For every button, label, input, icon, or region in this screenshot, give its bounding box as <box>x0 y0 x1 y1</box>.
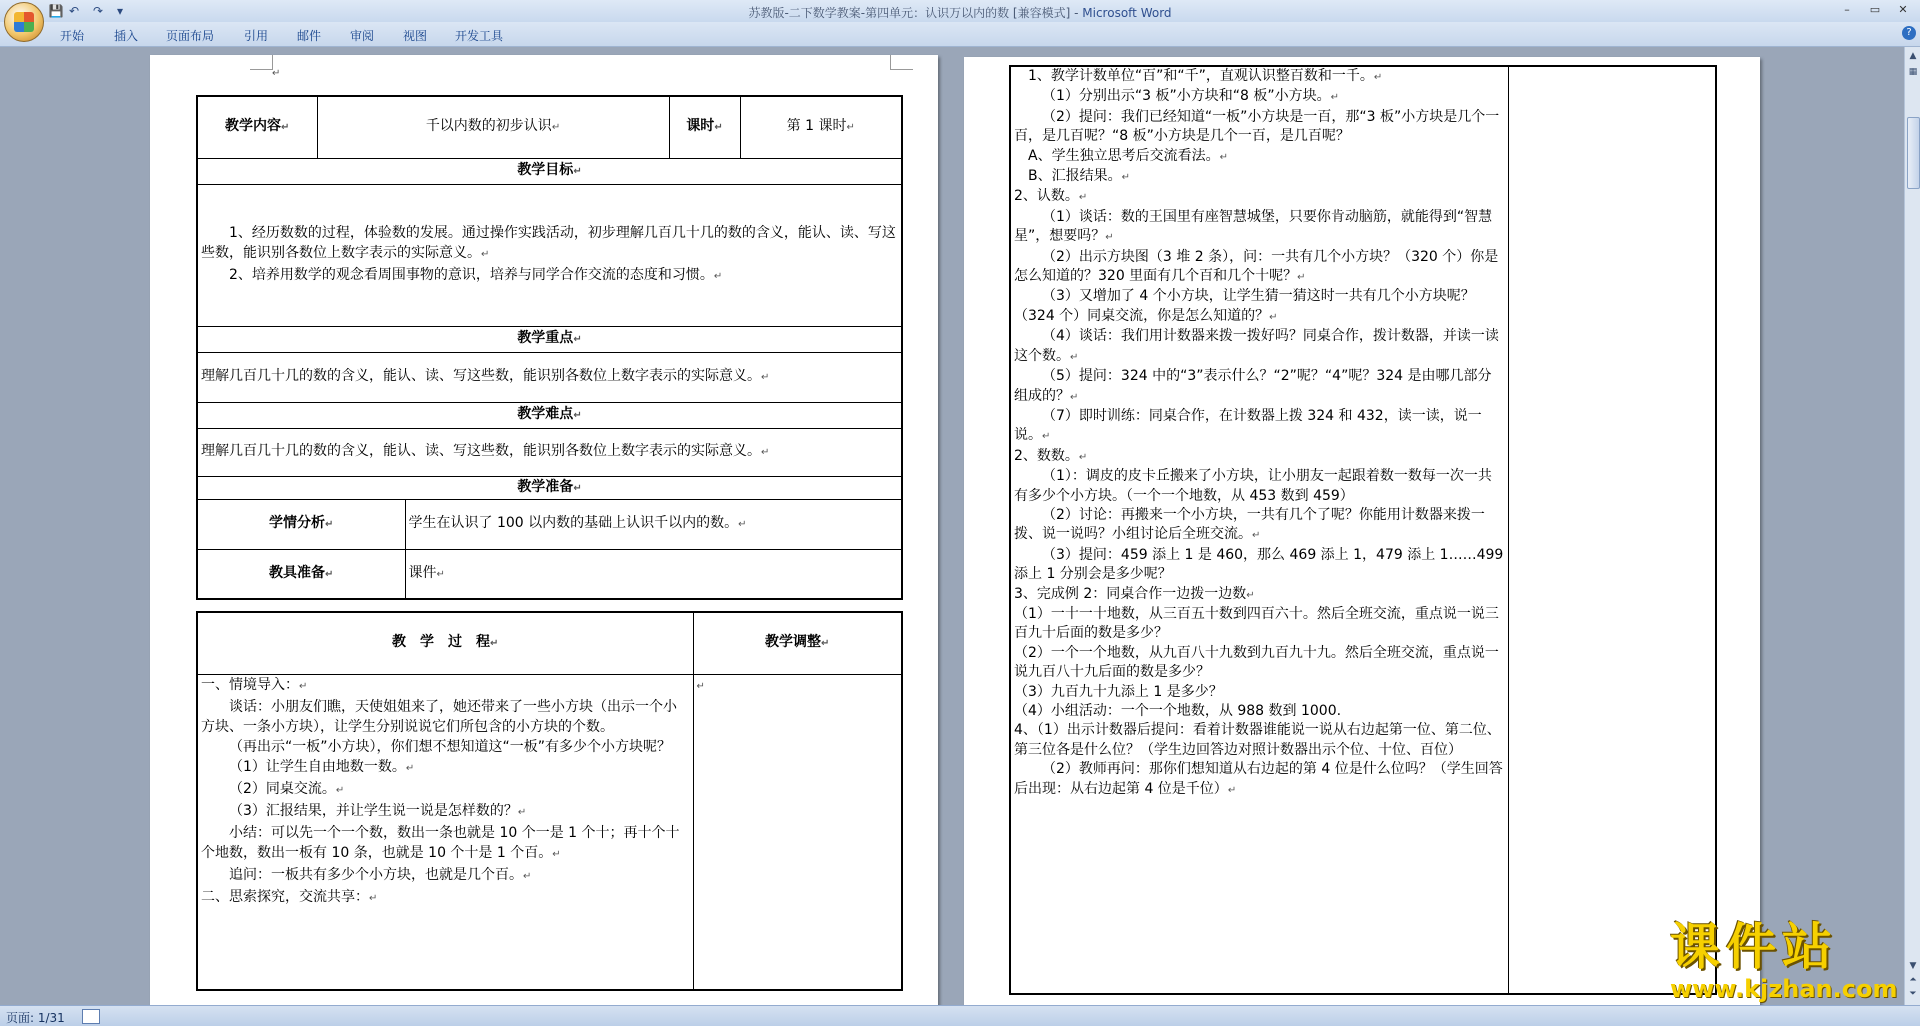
difficulty-text[interactable]: 理解几百几十几的数的含义，能认、读、写这些数，能识别各数位上数字表示的实际意义。↵ <box>197 428 902 476</box>
process-line: （2）讨论：再搬来一个小方块，一共有几个了呢？你能用计数器来拨一拨、说一说吗？小组讨论后全班交流。↵ <box>1014 506 1485 543</box>
process-cell[interactable] <box>197 674 693 990</box>
office-logo-icon <box>14 12 34 32</box>
process-line: （2）出示方块图（3 堆 2 条），问：一共有几个小方块？（320 个）你是怎么知道的？320 里面有几个百和几个十呢？↵ <box>1014 248 1499 285</box>
process-line: （4）谈话：我们用计数器来拨一拨好吗？同桌合作，拨计数器，并读一读这个数。↵ <box>1014 328 1499 364</box>
scrollbar-thumb[interactable] <box>1907 117 1920 189</box>
process-line: （1）谈话：数的王国里有座智慧城堡，只要你肯动脑筋，就能得到“智慧星”，想要吗？↵ <box>1014 208 1493 245</box>
process-line: （1）：调皮的皮卡丘搬来了小方块，让小朋友一起跟着数一数每一次一共有多少个小方块。（一个一个地数，从 453 数到 459） <box>1014 468 1492 504</box>
goals-title: 教学目标↵ <box>197 158 902 184</box>
help-icon[interactable]: ? <box>1902 26 1916 40</box>
minimize-button[interactable]: – <box>1844 3 1850 16</box>
prep-title: 教学准备↵ <box>197 476 902 499</box>
process-line: 4、（1）出示计数器后提问：看着计数器谁能说一说从右边起第一位、第二位、第三位各是什么位？（学生边回答边对照计数器出示个位、十位、百位） <box>1014 722 1501 758</box>
process-line: （3）又增加了 4 个小方块，让学生猜一猜这时一共有几个小方块呢？（324 个）同桌交流，你是怎么知道的？↵ <box>1014 288 1475 324</box>
redo-icon[interactable]: ↷ <box>92 4 104 18</box>
margin-corner-mark <box>890 55 913 70</box>
process-line: 2、数数。↵ <box>1014 447 1088 464</box>
window-title: 苏教版-二下数学教案-第四单元：认识万以内的数 [兼容模式] - Microsoft Word <box>748 6 1172 20</box>
scroll-down-icon[interactable]: ▼ <box>1909 961 1917 971</box>
tab-view[interactable]: 视图 <box>403 29 428 43</box>
status-bar <box>0 1005 1920 1026</box>
process-line: （2）提问：我们已经知道“一板”小方块是一百，那“3 板”小方块是几个一百，是几百呢？“8 板”小方块是几个一百，是几百呢？ <box>1014 108 1500 145</box>
close-button[interactable]: ✕ <box>1898 3 1908 16</box>
goal-1: 1、经历数数的过程，体验数的发展。通过操作实践活动，初步理解几百几十几的数的含义，能认、读、写这些数，能识别各数位上数字表示的实际意义。↵ <box>201 225 896 261</box>
process-line: （2）同桌交流。↵ <box>229 780 345 797</box>
process-line: （1）让学生自由地数一数。↵ <box>229 758 415 775</box>
key-points-title: 教学重点↵ <box>197 326 902 352</box>
key-points-text[interactable]: 理解几百几十几的数的含义，能认、读、写这些数，能识别各数位上数字表示的实际意义。↵ <box>197 352 902 402</box>
content-label: 教学内容↵ <box>197 96 317 158</box>
save-icon[interactable]: 💾 <box>48 4 64 18</box>
goal-2: 2、培养用数学的观念看周围事物的意识，培养与同学合作交流的态度和习惯。↵ <box>229 267 723 283</box>
goals-cell[interactable] <box>197 184 902 326</box>
process-line: 2、认数。↵ <box>1014 188 1088 205</box>
page-1[interactable] <box>150 55 938 1005</box>
page-2[interactable] <box>964 57 1760 1005</box>
process-line: （2）一个一个地数，从九百八十九数到九百九十九。然后全班交流，重点说一说九百八十九后面的数是多少？ <box>1014 644 1499 681</box>
paragraph-mark: ↵ <box>272 68 281 79</box>
process-continued-cell[interactable] <box>1010 66 1508 994</box>
title-bar <box>0 0 1920 23</box>
ruler-toggle-icon[interactable]: ▦ <box>1908 67 1918 77</box>
undo-icon[interactable]: ↶ <box>68 4 80 18</box>
tab-developer[interactable]: 开发工具 <box>455 29 504 43</box>
process-line: 谈话：小朋友们瞧，天使姐姐来了，她还带来了一些小方块（出示一个小方块、一条小方块），让学生分别说说它们所包含的小方块的个数。 <box>201 698 677 735</box>
site-watermark <box>1670 918 1910 1004</box>
process-line: （3）九百九十九添上 1 是多少？ <box>1014 683 1223 700</box>
process-line: （再出示“一板”小方块），你们想不想知道这“一板”有多少个小方块呢？ <box>229 738 672 755</box>
content-value[interactable]: 千以内数的初步认识↵ <box>317 96 669 158</box>
process-table <box>196 611 903 991</box>
adjust-title: 教学调整↵ <box>693 612 902 674</box>
process-line: 二、思索探究，交流共享：↵ <box>201 888 378 905</box>
scroll-up-icon[interactable]: ▲ <box>1909 51 1917 61</box>
analysis-text[interactable]: 学生在认识了 100 以内数的基础上认识千以内的数。↵ <box>405 499 902 549</box>
process-line: （3）汇报结果，并让学生说一说是怎样数的？↵ <box>229 802 527 819</box>
adjust-cell[interactable]: ↵ <box>693 674 902 990</box>
document-workspace[interactable] <box>0 47 1904 1005</box>
process-continued-table <box>1009 65 1717 995</box>
lesson-plan-table <box>196 95 903 600</box>
process-line: 一、情境导入：↵ <box>201 676 308 693</box>
tab-references[interactable]: 引用 <box>244 29 269 43</box>
proofing-icon[interactable] <box>82 1009 100 1024</box>
header-row <box>197 96 902 158</box>
process-title: 教 学 过 程↵ <box>197 612 693 674</box>
watermark-url: www.kjzhan.com <box>1670 975 1898 1003</box>
process-line: （4）小组活动：一个一个地数，从 988 数到 1000. <box>1014 703 1342 719</box>
process-line: 3、完成例 2：同桌合作一边拨一边数↵ <box>1014 585 1255 602</box>
ribbon-tabs <box>0 22 1920 47</box>
process-line: 1、教学计数单位“百”和“千”，直观认识整百数和一千。↵ <box>1028 68 1383 84</box>
tab-mailings[interactable]: 邮件 <box>297 29 322 43</box>
app-name: Microsoft Word <box>1082 6 1172 20</box>
process-line: （5）提问：324 中的“3”表示什么？“2”呢？“4”呢？324 是由哪几部分组成的？↵ <box>1014 368 1492 404</box>
process-line: （7）即时训练：同桌合作，在计数器上拨 324 和 432，读一读，说一说。↵ <box>1014 407 1482 444</box>
tab-review[interactable]: 审阅 <box>350 29 375 43</box>
process-line: B、汇报结果。↵ <box>1028 168 1130 185</box>
period-value[interactable]: 第 1 课时↵ <box>740 96 902 158</box>
tools-text[interactable]: 课件↵ <box>405 549 902 599</box>
tab-page-layout[interactable]: 页面布局 <box>166 29 215 43</box>
difficulty-title: 教学难点↵ <box>197 402 902 428</box>
period-label: 课时↵ <box>669 96 740 158</box>
tools-label: 教具准备↵ <box>197 549 405 599</box>
analysis-label: 学情分析↵ <box>197 499 405 549</box>
tab-home[interactable]: 开始 <box>60 29 85 43</box>
process-line: （2）教师再问：那你们想知道从右边起的第 4 位是什么位吗？（学生回答后出现：从右边起第 4 位是千位）↵ <box>1014 761 1503 797</box>
vertical-scrollbar[interactable] <box>1904 47 1920 1005</box>
process-line: （1）一十一十地数，从三百五十数到四百六十。然后全班交流，重点说一说三百九十后面的数是多少？ <box>1014 605 1499 642</box>
process-line: （1）分别出示“3 板”小方块和“8 板”小方块。↵ <box>1042 88 1340 105</box>
watermark-title: 课件站 <box>1670 918 1838 976</box>
restore-button[interactable]: ▭ <box>1869 3 1881 16</box>
process-line: A、学生独立思考后交流看法。↵ <box>1028 147 1228 164</box>
tab-insert[interactable]: 插入 <box>114 29 139 43</box>
adjust-continued-cell[interactable] <box>1508 66 1716 994</box>
next-page-icon[interactable]: ⏷ <box>1909 989 1917 999</box>
page-count[interactable]: 页面: 1/31 <box>6 1011 65 1025</box>
process-line: 追问：一板共有多少个小方块，也就是几个百。↵ <box>229 866 532 883</box>
previous-page-icon[interactable]: ⏶ <box>1909 975 1917 985</box>
margin-corner-mark <box>250 55 273 70</box>
office-button[interactable] <box>4 2 44 42</box>
process-line: 小结：可以先一个一个数，数出一条也就是 10 个一是 1 个十；再十个十个地数，数出一板有 10 条，也就是 10 个十是 1 个百。↵ <box>201 824 680 861</box>
customize-quick-access-button[interactable]: ▾ <box>116 4 124 18</box>
document-name: 苏教版-二下数学教案-第四单元：认识万以内的数 [兼容模式] <box>748 6 1071 20</box>
process-line: （3）提问：459 添上 1 是 460，那么 469 添上 1，479 添上 1……499 添上 1 分别会是多少呢？ <box>1014 546 1504 583</box>
